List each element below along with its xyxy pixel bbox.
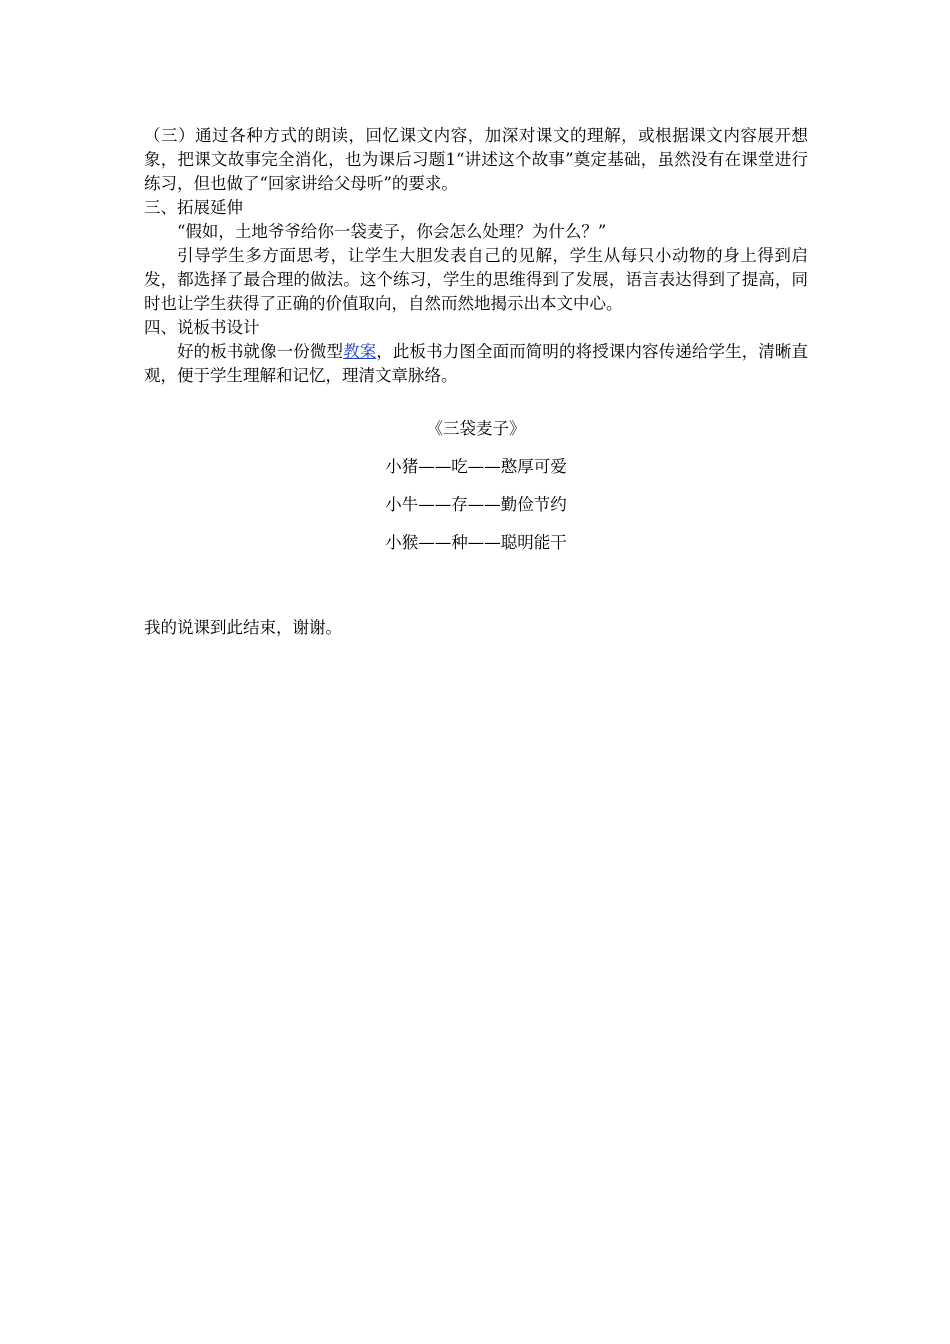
blackboard-design (144, 410, 808, 562)
board-line-pig: 小猪——吃——憨厚可爱 (385, 457, 567, 476)
board-intro-text-before: 好的板书就像一份微型 (177, 342, 344, 361)
closing-remark: 我的说课到此结束，谢谢。 (144, 618, 342, 637)
extension-explanation: 引导学生多方面思考，让学生大胆发表自己的见解，学生从每只小动物的身上得到启发，都选择了最合理的做法。这个练习，学生的思维得到了发展，语言表达得到了提高，同时也让学生获得了正确的价值取向，自然而然地揭示出本文中心。 (144, 246, 808, 313)
section-heading-board-design: 四、说板书设计 (144, 318, 260, 337)
board-intro-text-after: ，此板书力图全面而简明的将授课内容传递给学生，清晰直观，便于学生理解和记忆，理清文章脉络。 (144, 342, 809, 385)
document-body (144, 124, 808, 640)
board-title: 《三袋麦子》 (426, 419, 526, 438)
board-line-ox: 小牛——存——勤俭节约 (385, 495, 567, 514)
section-heading-extension: 三、拓展延伸 (144, 198, 243, 217)
board-design-intro (144, 340, 808, 388)
extension-question: “假如，土地爷爷给你一袋麦子，你会怎么处理？为什么？” (177, 222, 607, 241)
paragraph-three: （三）通过各种方式的朗读，回忆课文内容，加深对课文的理解，或根据课文内容展开想象，把课文故事完全消化，也为课后习题1“讲述这个故事”奠定基础，虽然没有在课堂进行练习，但也做了“回家讲给父母听”的要求。 (144, 126, 808, 193)
lesson-plan-link[interactable]: 教案 (343, 342, 377, 361)
board-line-monkey: 小猴——种——聪明能干 (385, 533, 567, 552)
